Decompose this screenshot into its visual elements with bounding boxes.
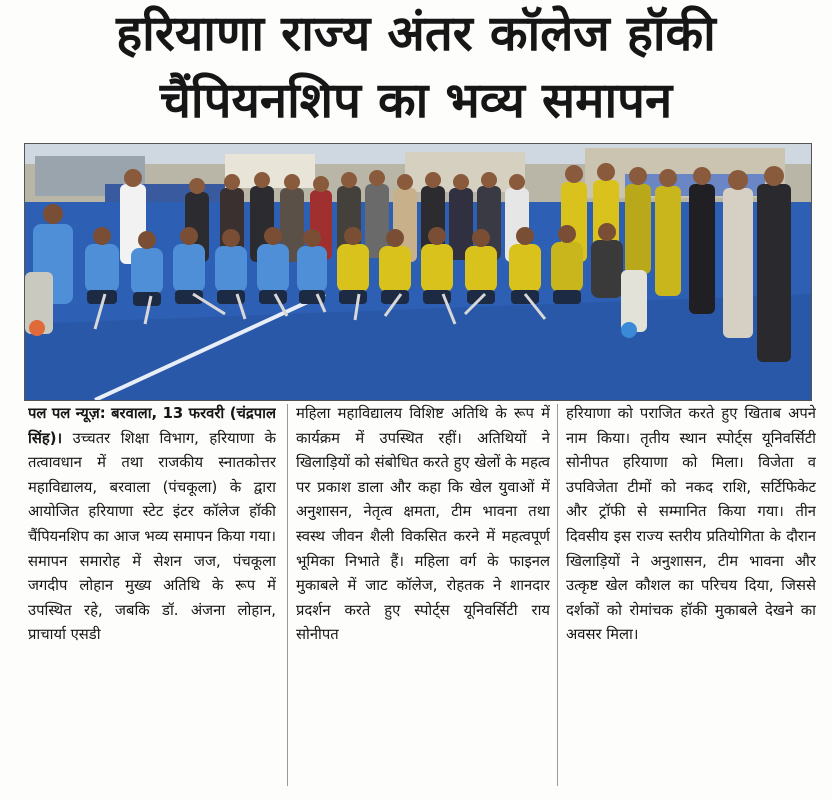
article-text-col2: महिला महाविद्यालय विशिष्ट अतिथि के रूप में कार्यक्रम में उपस्थित रहीं। अतिथियों ने खिलाड़ियों को संबोधित करते हुए खेलों के महत्व पर प्रकाश डाला और कहा कि खेल युवाओं में अनुशासन, नेतृत्व क्षमता, टीम भावना तथा स्वस्थ जीवन शैली विकसित करने में महत्वपूर्ण भूमिका निभाते हैं। महिला वर्ग के फाइनल मुकाबले में जाट कॉलेज, रोहतक ने शानदार प्रदर्शन करते हुए स्पोर्ट्स यूनिवर्सिटी राय सोनीपत [296, 405, 550, 644]
page-bottom-edge [0, 786, 832, 800]
column-divider-2 [557, 404, 558, 786]
column-divider-1 [287, 404, 288, 786]
article-text-col3: हरियाणा को पराजित करते हुए खिताब अपने नाम किया। तृतीय स्थान स्पोर्ट्स यूनिवर्सिटी सोनीपत हरियाणा को मिला। विजेता व उपविजेता टीमों को नकद राशि, सर्टिफिकेट और ट्रॉफी से सम्मानित किया गया। तीन दिवसीय इस राज्य स्तरीय प्रतियोगिता के दौरान खिलाड़ियों ने अनुशासन, टीम भावना और उत्कृष्ट खेल कौशल का परिचय दिया, जिससे दर्शकों को रोमांचक हॉकी मुकाबले देखने का अवसर मिला। [566, 405, 816, 644]
headline-line-1: हरियाणा राज्य अंतर कॉलेज हॉकी [116, 5, 716, 62]
article-column-2 [296, 402, 550, 800]
dateline: पल पल न्यूज़: बरवाला, 13 फरवरी (चंद्रपाल सिंह)। [28, 405, 276, 447]
team-group-photo [25, 144, 811, 400]
article-column-3 [566, 402, 816, 800]
headline-line-2: चैंपियनशिप का भव्य समापन [159, 72, 673, 129]
article-text-col1: उच्चतर शिक्षा विभाग, हरियाणा के तत्वावधान में तथा राजकीय स्नातकोत्तर महाविद्यालय, बरवाला (पंचकूला) के द्वारा आयोजित हरियाणा स्टेट इंटर कॉलेज हॉकी चैंपियनशिप का आज भव्य समापन किया गया। समापन समारोह में सेशन जज, पंचकूला जगदीप लोहान मुख्य अतिथि के रूप में उपस्थित रहे, जबकि डॉ. अंजना लोहान, प्राचार्या एसडी [28, 429, 276, 644]
news-photo [24, 143, 812, 401]
article-column-1 [28, 402, 276, 800]
